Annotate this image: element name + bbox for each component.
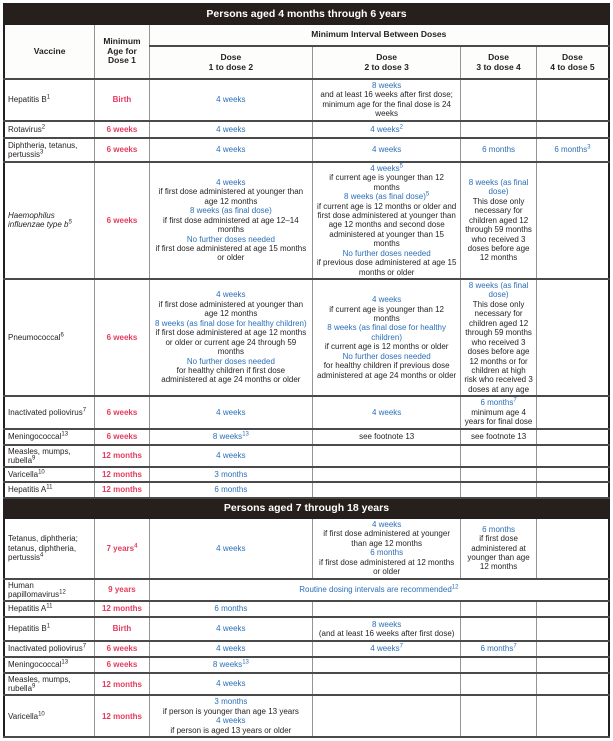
interval-text-line: 4 weeks$^2$ bbox=[370, 123, 403, 134]
footnote-superscript: 11 bbox=[46, 603, 53, 610]
footnote-superscript: 3 bbox=[587, 144, 591, 151]
interval-text-line: see footnote 13 bbox=[470, 431, 527, 441]
vaccine-name: Measles, mumps, rubella$^9$ bbox=[8, 674, 71, 694]
vaccine-name: Inactivated poliovirus$^7$ bbox=[8, 643, 87, 654]
dose-interval-cell-3 bbox=[461, 482, 537, 498]
dose-interval-cell-3 bbox=[461, 601, 537, 617]
footnote-superscript: 1 bbox=[46, 94, 51, 101]
vaccine-name: Hepatitis $A^{11}$ bbox=[8, 484, 53, 495]
dose-interval-cell-1 bbox=[149, 279, 312, 396]
interval-text-line: if current age is 12 months or older and first dose administered at younger than age 12 months and second dose administered at younger than 15 months bbox=[317, 201, 457, 249]
vaccine-name: Tetanus, diphtheria; tetanus, diphtheria, pertussis$^4$ bbox=[8, 534, 78, 562]
interval-text-line: 4 weeks bbox=[216, 644, 246, 654]
dose-interval-cell-4 bbox=[536, 429, 609, 445]
min-age-cell bbox=[95, 657, 149, 673]
interval-text-line: if first dose administered at younger than age 12 months bbox=[323, 529, 450, 548]
interval-text-line: 4 weeks bbox=[216, 407, 246, 417]
interval-text-line: 6 months bbox=[214, 604, 248, 614]
schedule-table bbox=[3, 3, 610, 738]
vaccine-name: Hepatitis $B^1$ bbox=[8, 94, 51, 105]
dose-interval-cell-2 bbox=[313, 396, 461, 428]
footnote-superscript: 13 bbox=[61, 431, 69, 438]
vaccine-row bbox=[4, 518, 609, 579]
min-age-value: 6 weeks bbox=[106, 145, 138, 155]
section-title: Persons aged 4 months through 6 years bbox=[4, 4, 609, 24]
dose-header-line: Dose bbox=[562, 51, 583, 62]
interval-text-line: if current age is younger than 12 months bbox=[329, 173, 445, 192]
min-age-value: 12 months bbox=[101, 604, 142, 614]
vaccine-column-header: Vaccine bbox=[4, 24, 95, 79]
interval-text-line: 8 weeks (as final dose) bbox=[468, 177, 529, 197]
vaccine-name: Hepatitis $A^{11}$ bbox=[8, 603, 53, 614]
min-age-value: 6 weeks bbox=[106, 644, 138, 654]
footnote-superscript: 13 bbox=[242, 659, 249, 666]
vaccine-name: Varicella$^{10}$ bbox=[8, 710, 45, 721]
min-age-cell bbox=[95, 617, 149, 641]
dose-interval-cell-merged bbox=[149, 579, 609, 601]
interval-text-line: This dose only necessary for children aged 12 through 59 months who received 3 doses before age 12 months or for children at high risk who received 3 doses at any age bbox=[464, 299, 533, 394]
interval-text-line: 6 months bbox=[482, 145, 516, 155]
dose-header-line: 2 to dose 3 bbox=[364, 61, 409, 72]
dose-interval-cell-2 bbox=[313, 121, 461, 138]
dose-interval-cell-4 bbox=[536, 467, 609, 482]
min-age-cell bbox=[95, 467, 149, 482]
footnote-superscript: 11 bbox=[46, 484, 53, 491]
min-age-value: 12 months bbox=[101, 679, 142, 689]
dose-interval-cell-2 bbox=[313, 162, 461, 279]
interval-text-line: 8 weeks$^{13}$ bbox=[212, 431, 249, 441]
dose-interval-cell-2 bbox=[313, 601, 461, 617]
dose-interval-cell-1 bbox=[149, 518, 312, 579]
dose-interval-cell-1 bbox=[149, 445, 312, 467]
vaccine-name-cell bbox=[4, 695, 95, 737]
interval-text-line: for healthy children if first dose administered at age 24 months or older bbox=[161, 365, 301, 385]
dose-interval-cell-2 bbox=[313, 518, 461, 579]
min-age-cell bbox=[95, 695, 149, 737]
dose-interval-cell-4 bbox=[536, 482, 609, 498]
interval-text-line: if current age is younger than 12 months bbox=[329, 304, 445, 324]
dose-interval-cell-1 bbox=[149, 617, 312, 641]
interval-text-line: 4 weeks$^7$ bbox=[370, 643, 403, 654]
footnote-superscript: 7 bbox=[82, 407, 87, 414]
min-age-cell bbox=[95, 396, 149, 428]
interval-text-line: see footnote 13 bbox=[359, 431, 415, 441]
vaccine-row bbox=[4, 617, 609, 641]
min-age-cell bbox=[95, 579, 149, 601]
footnote-superscript: 13 bbox=[242, 431, 249, 438]
dose-header-line: Dose bbox=[220, 51, 242, 62]
vaccine-row bbox=[4, 601, 609, 617]
interval-text-line: if first dose administered at 12 months or older bbox=[319, 557, 455, 577]
min-age-cell bbox=[95, 601, 149, 617]
vaccine-row bbox=[4, 121, 609, 138]
dose-interval-cell-1 bbox=[149, 396, 312, 428]
vaccine-row bbox=[4, 445, 609, 467]
dose-interval-cell-3 bbox=[461, 467, 537, 482]
min-age-value: Birth bbox=[112, 95, 132, 105]
interval-text-line: 6 months$^3$ bbox=[554, 144, 591, 155]
interval-text-line: 6 months$^7$ bbox=[480, 643, 517, 654]
column-header-row-top bbox=[4, 24, 609, 46]
dose-interval-cell-3 bbox=[461, 396, 537, 428]
interval-text-line: 8 weeks (as final dose) bbox=[468, 281, 529, 300]
vaccine-name: Diphtheria, tetanus, pertussis$^3$ bbox=[8, 140, 78, 159]
interval-text-line: minimum age 4 years for final dose bbox=[464, 407, 533, 427]
footnote-superscript: 5 bbox=[68, 219, 72, 226]
vaccine-name-cell bbox=[4, 121, 95, 138]
min-age-cell bbox=[95, 79, 149, 121]
interval-text-line: No further doses needed bbox=[342, 351, 431, 361]
dose-interval-cell-2 bbox=[313, 695, 461, 737]
dose-interval-cell-1 bbox=[149, 657, 312, 673]
dose-header-line: 1 to dose 2 bbox=[208, 61, 254, 72]
dose-interval-cell-4 bbox=[536, 518, 609, 579]
footnote-superscript: 9 bbox=[32, 455, 36, 462]
min-age-cell bbox=[95, 518, 149, 579]
min-age-value: 6 weeks bbox=[106, 333, 138, 343]
dose-interval-cell-4 bbox=[536, 657, 609, 673]
dose-interval-cell-4 bbox=[536, 79, 609, 121]
vaccine-name-cell bbox=[4, 657, 95, 673]
dose-interval-cell-3 bbox=[461, 429, 537, 445]
dose-interval-cell-4 bbox=[536, 617, 609, 641]
vaccine-name-cell bbox=[4, 482, 95, 498]
dose-column-header-4 bbox=[536, 46, 609, 79]
interval-text-line: 4 weeks bbox=[216, 124, 246, 134]
interval-text-line: 4 weeks bbox=[216, 290, 246, 300]
vaccine-row bbox=[4, 673, 609, 695]
interval-text-line: if first dose administered at age 12 months or older or current age 24 through 59 months bbox=[155, 328, 307, 357]
dose-interval-cell-1 bbox=[149, 482, 312, 498]
interval-text-line: 4 weeks bbox=[371, 519, 402, 529]
min-age-header-line: Age for bbox=[107, 45, 137, 56]
interval-text-line: 4 weeks bbox=[371, 145, 402, 155]
vaccine-name: Varicella$^{10}$ bbox=[8, 469, 45, 479]
min-age-value: 12 months bbox=[101, 485, 142, 495]
footnote-superscript: 2 bbox=[41, 124, 46, 130]
min-age-cell bbox=[95, 279, 149, 396]
interval-text-line: and at least 16 weeks after first dose; bbox=[320, 90, 453, 100]
interval-text-line: if person is aged 13 years or older bbox=[170, 725, 292, 735]
vaccine-name: Hepatitis $B^1$ bbox=[8, 623, 51, 634]
interval-text-line: minimum age for the final dose is 24 weeks bbox=[322, 99, 451, 119]
min-age-cell bbox=[95, 445, 149, 467]
dose-header-line: Dose bbox=[488, 51, 509, 62]
dose-interval-cell-1 bbox=[149, 601, 312, 617]
vaccine-name: Pneumococcal$^6$ bbox=[8, 332, 64, 343]
dose-interval-cell-4 bbox=[536, 673, 609, 695]
section-row bbox=[4, 498, 609, 518]
min-age-cell bbox=[95, 429, 149, 445]
vaccine-name-cell bbox=[4, 279, 95, 396]
min-age-value: 12 months bbox=[101, 711, 142, 721]
vaccine-name: Inactivated poliovirus$^7$ bbox=[8, 407, 87, 417]
interval-text-line: 4 weeks bbox=[216, 177, 246, 187]
vaccine-name-cell bbox=[4, 579, 95, 601]
interval-text-line: (and at least 16 weeks after first dose) bbox=[318, 628, 455, 638]
interval-text-line: 4 weeks$^5$ bbox=[370, 163, 403, 173]
footnote-superscript: 10 bbox=[38, 710, 45, 717]
interval-text-line: 8 weeks (as final dose for healthy children) bbox=[155, 318, 307, 328]
dose-interval-cell-3 bbox=[461, 279, 537, 396]
interval-text-line: if first dose administered at younger than age 12 months bbox=[158, 299, 304, 319]
min-age-value: 9 years bbox=[108, 585, 136, 595]
dose-interval-cell-2 bbox=[313, 467, 461, 482]
dose-interval-cell-3 bbox=[461, 79, 537, 121]
footnote-superscript: 7 bbox=[399, 643, 403, 650]
footnote-superscript: 1 bbox=[46, 623, 51, 630]
vaccine-name: Haemophilus influenzae bbox=[8, 211, 55, 230]
interval-text-line: 4 weeks bbox=[216, 679, 246, 689]
footnote-superscript: 3 bbox=[40, 149, 44, 156]
vaccine-name-cell bbox=[4, 673, 95, 695]
vaccine-row bbox=[4, 657, 609, 673]
vaccine-name-cell bbox=[4, 429, 95, 445]
interval-text-line: 4 weeks bbox=[371, 295, 402, 305]
interval-text-line: 8 weeks (as final dose)$^5$ bbox=[344, 191, 430, 202]
dose-interval-cell-1 bbox=[149, 79, 312, 121]
interval-text-line: for healthy children if previous dose administered at age 24 months or older bbox=[317, 361, 457, 380]
footnote-superscript: 4 bbox=[40, 552, 44, 559]
dose-interval-cell-1 bbox=[149, 673, 312, 695]
min-age-value: 6 weeks bbox=[106, 431, 138, 441]
min-age-value: 7 years$^4$ bbox=[106, 543, 138, 553]
vaccine-name: Human papillomavirus$^{12}$ bbox=[8, 580, 66, 599]
dose-interval-cell-3 bbox=[461, 695, 537, 737]
interval-text-line: No further doses needed bbox=[186, 234, 275, 244]
interval-text-line: 6 months bbox=[482, 524, 516, 534]
min-age-header-line: Dose 1 bbox=[108, 55, 136, 66]
vaccine-name: Meningococcal$^{13}$ bbox=[8, 659, 69, 670]
footnote-superscript: 12 bbox=[59, 589, 66, 596]
dose-interval-cell-2 bbox=[313, 673, 461, 695]
vaccine-name: Measles, mumps, rubella$^9$ bbox=[8, 446, 71, 465]
vaccine-row bbox=[4, 162, 609, 279]
dose-interval-cell-2 bbox=[313, 79, 461, 121]
vaccine-row bbox=[4, 641, 609, 657]
vaccine-name-cell bbox=[4, 601, 95, 617]
vaccine-row bbox=[4, 482, 609, 498]
min-age-cell bbox=[95, 673, 149, 695]
vaccine-name-cell bbox=[4, 617, 95, 641]
interval-text-line: if first dose administered at age 15 months or older bbox=[155, 243, 307, 263]
min-age-column-header bbox=[95, 24, 149, 79]
footnote-superscript: 13 bbox=[61, 659, 69, 666]
vaccine-row bbox=[4, 138, 609, 162]
dose-interval-cell-2 bbox=[313, 279, 461, 396]
dose-interval-cell-4 bbox=[536, 695, 609, 737]
vaccine-name-cell bbox=[4, 138, 95, 162]
vaccine-name: type $b^5$ bbox=[44, 219, 72, 230]
footnote-superscript: 4 bbox=[134, 543, 138, 549]
min-age-cell bbox=[95, 138, 149, 162]
dose-interval-cell-3 bbox=[461, 162, 537, 279]
dose-interval-cell-1 bbox=[149, 695, 312, 737]
vaccine-name-cell bbox=[4, 79, 95, 121]
dose-interval-cell-1 bbox=[149, 138, 312, 162]
interval-text-line: if first dose administered at age 12–14 months bbox=[163, 215, 299, 235]
vaccine-name-cell bbox=[4, 518, 95, 579]
footnote-superscript: 6 bbox=[60, 332, 64, 339]
interval-text-line: Routine dosing intervals are recommended$^{12}$ bbox=[299, 584, 459, 595]
interval-text-line: 3 months bbox=[214, 469, 248, 479]
dose-interval-cell-2 bbox=[313, 445, 461, 467]
vaccine-row bbox=[4, 579, 609, 601]
footnote-superscript: 5 bbox=[399, 163, 403, 170]
min-age-value: 12 months bbox=[101, 469, 142, 479]
dose-interval-cell-4 bbox=[536, 641, 609, 657]
vaccine-row bbox=[4, 279, 609, 396]
dose-interval-cell-3 bbox=[461, 518, 537, 579]
min-age-value: 6 weeks bbox=[106, 124, 138, 134]
interval-text-line: 4 weeks bbox=[216, 451, 246, 461]
interval-text-line: 8 weeks bbox=[371, 81, 402, 90]
dose-header-line: 4 to dose 5 bbox=[550, 61, 595, 72]
min-age-header-line: Minimum bbox=[103, 35, 141, 46]
dose-interval-cell-2 bbox=[313, 138, 461, 162]
min-age-cell bbox=[95, 121, 149, 138]
dose-interval-cell-3 bbox=[461, 138, 537, 162]
dose-interval-cell-2 bbox=[313, 429, 461, 445]
interval-text-line: 8 weeks bbox=[371, 619, 402, 629]
interval-text-line: 8 weeks (as final dose for healthy children) bbox=[327, 323, 446, 342]
dose-interval-cell-3 bbox=[461, 121, 537, 138]
interval-text-line: This dose only necessary for children aged 12 through 59 months who received 3 doses before age 12 months bbox=[465, 196, 532, 263]
vaccine-name: Rotavirus$^2$ bbox=[8, 124, 46, 134]
interval-text-line: if current age is 12 months or older bbox=[324, 342, 449, 352]
interval-text-line: 4 weeks bbox=[216, 543, 246, 553]
vaccine-name-cell bbox=[4, 162, 95, 279]
vaccine-row bbox=[4, 79, 609, 121]
interval-text-line: 4 weeks bbox=[371, 407, 402, 417]
dose-column-header-3 bbox=[461, 46, 537, 79]
vaccine-name-cell bbox=[4, 396, 95, 428]
dose-interval-cell-2 bbox=[313, 482, 461, 498]
min-age-cell bbox=[95, 482, 149, 498]
min-age-cell bbox=[95, 641, 149, 657]
dose-interval-cell-4 bbox=[536, 601, 609, 617]
footnote-superscript: 7 bbox=[513, 397, 517, 404]
dose-interval-cell-3 bbox=[461, 657, 537, 673]
dose-interval-cell-4 bbox=[536, 121, 609, 138]
section-row bbox=[4, 4, 609, 24]
footnote-superscript: 2 bbox=[399, 123, 403, 130]
interval-text-line: 4 weeks bbox=[216, 716, 246, 726]
min-age-value: 12 months bbox=[101, 451, 142, 461]
footnote-superscript: 7 bbox=[82, 643, 87, 650]
interval-text-line: 4 weeks bbox=[216, 95, 246, 105]
vaccine-row bbox=[4, 467, 609, 482]
dose-header-line: Dose bbox=[376, 51, 398, 62]
dose-header-line: 3 to dose 4 bbox=[476, 61, 521, 72]
dose-interval-cell-2 bbox=[313, 641, 461, 657]
vaccine-name-cell bbox=[4, 467, 95, 482]
interval-text-line: 8 weeks$^{13}$ bbox=[212, 659, 249, 670]
interval-text-line: No further doses needed bbox=[186, 356, 275, 366]
interval-text-line: No further doses needed bbox=[342, 248, 431, 258]
dose-interval-cell-4 bbox=[536, 396, 609, 428]
footnote-superscript: 12 bbox=[451, 584, 459, 591]
section-title: Persons aged 7 through 18 years bbox=[4, 498, 609, 518]
dose-interval-cell-1 bbox=[149, 641, 312, 657]
interval-text-line: 4 weeks bbox=[216, 624, 246, 634]
footnote-superscript: 9 bbox=[32, 683, 36, 690]
vaccine-row bbox=[4, 695, 609, 737]
interval-text-line: 4 weeks bbox=[216, 145, 246, 155]
min-age-value: 6 weeks bbox=[106, 215, 138, 225]
vaccine-name: Meningococcal$^{13}$ bbox=[8, 431, 69, 441]
dose-interval-cell-3 bbox=[461, 617, 537, 641]
dose-interval-cell-4 bbox=[536, 138, 609, 162]
dose-interval-cell-4 bbox=[536, 445, 609, 467]
footnote-superscript: 7 bbox=[513, 643, 517, 650]
dose-interval-cell-3 bbox=[461, 445, 537, 467]
interval-text-line: if first dose administered at younger than age 12 months bbox=[467, 534, 530, 572]
interval-text-line: if first dose administered at younger than age 12 months bbox=[158, 187, 304, 206]
min-age-value: Birth bbox=[112, 624, 132, 634]
interval-text-line: 6 months$^7$ bbox=[480, 397, 517, 408]
interval-header: Minimum Interval Between Doses bbox=[149, 24, 609, 46]
interval-text-line: 3 months bbox=[214, 697, 248, 707]
min-age-value: 6 weeks bbox=[106, 407, 138, 417]
dose-interval-cell-1 bbox=[149, 162, 312, 279]
dose-interval-cell-2 bbox=[313, 617, 461, 641]
vaccine-row bbox=[4, 429, 609, 445]
footnote-superscript: 5 bbox=[425, 191, 430, 198]
dose-interval-cell-3 bbox=[461, 673, 537, 695]
dose-interval-cell-1 bbox=[149, 467, 312, 482]
dose-interval-cell-2 bbox=[313, 657, 461, 673]
vaccine-row bbox=[4, 396, 609, 428]
footnote-superscript: 10 bbox=[38, 469, 45, 476]
dose-interval-cell-1 bbox=[149, 121, 312, 138]
vaccine-name-cell bbox=[4, 445, 95, 467]
interval-text-line: 6 months bbox=[370, 548, 404, 558]
vaccine-name-cell bbox=[4, 641, 95, 657]
interval-text-line: if previous dose administered at age 15 months or older bbox=[316, 258, 457, 277]
min-age-cell bbox=[95, 162, 149, 279]
dose-interval-cell-3 bbox=[461, 641, 537, 657]
dose-interval-cell-4 bbox=[536, 279, 609, 396]
dose-interval-cell-4 bbox=[536, 162, 609, 279]
interval-text-line: if person is younger than age 13 years bbox=[162, 706, 299, 716]
dose-column-header-2 bbox=[313, 46, 461, 79]
interval-text-line: 8 weeks (as final dose) bbox=[189, 206, 272, 216]
interval-text-line: 6 months bbox=[214, 485, 248, 495]
dose-interval-cell-1 bbox=[149, 429, 312, 445]
dose-column-header-1 bbox=[149, 46, 312, 79]
min-age-value: 6 weeks bbox=[106, 660, 138, 670]
